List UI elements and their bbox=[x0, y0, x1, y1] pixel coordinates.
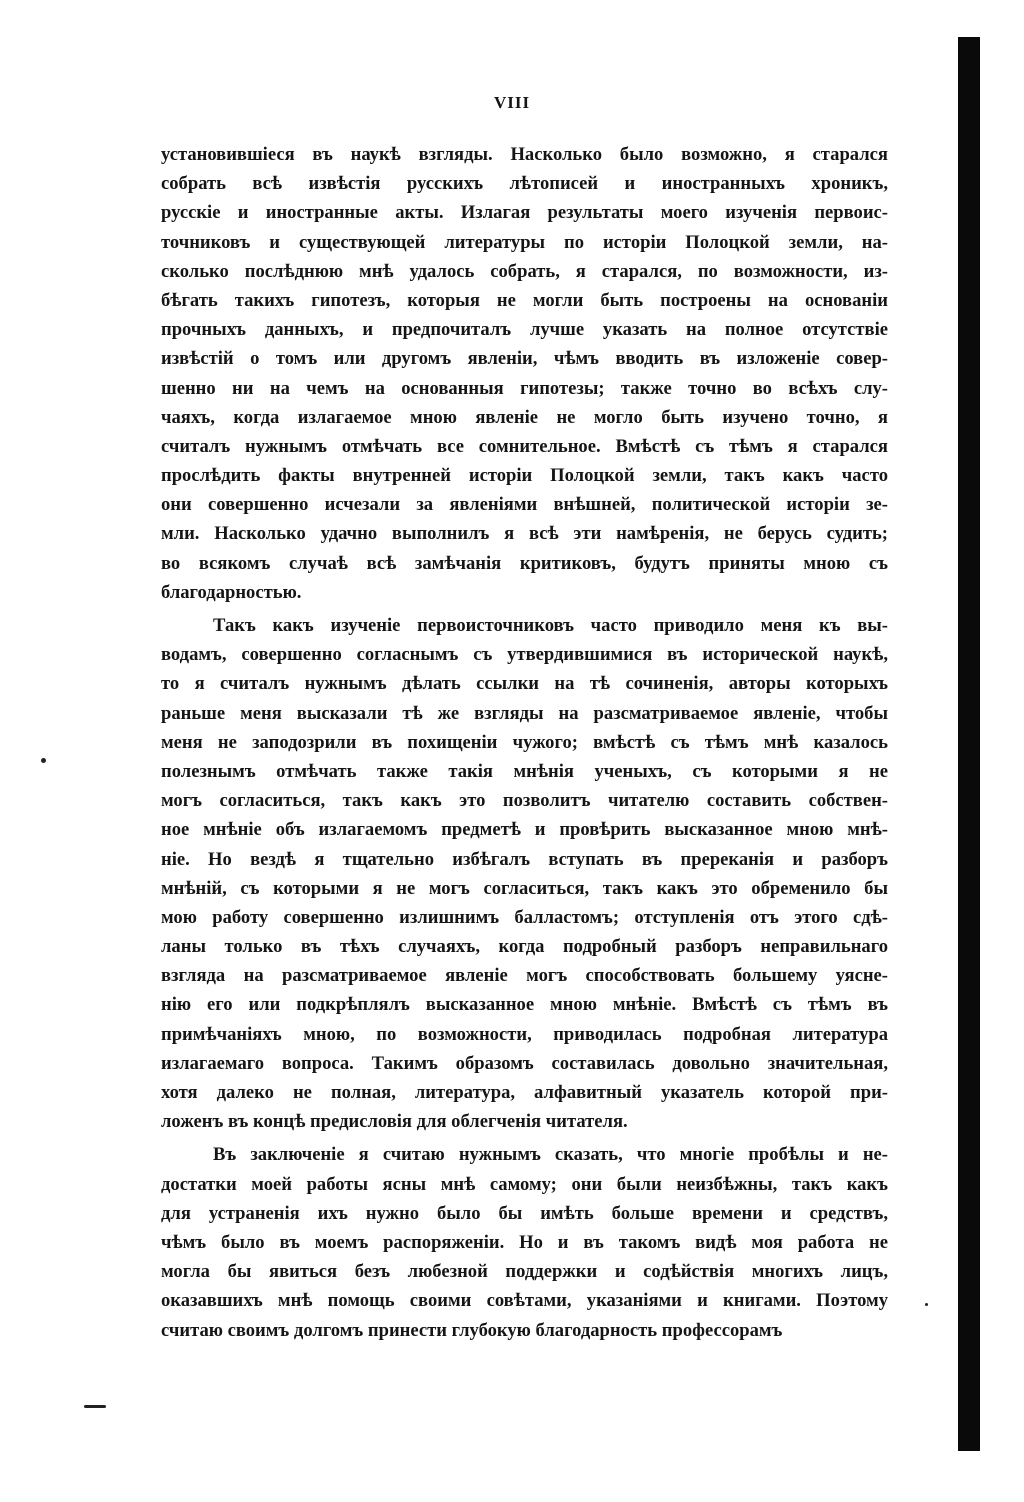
text-line: хотя далеко не полная, литература, алфавитный указатель которой при- bbox=[161, 1082, 888, 1103]
text-line: мнѣній, съ которыми я не могъ согласиться, такъ какъ это обременило бы bbox=[161, 877, 888, 899]
text-line: взгляда на разсматриваемое явленіе могъ способствовать большему уясне- bbox=[161, 965, 888, 987]
text-line: для устраненія ихъ нужно было бы имѣть больше времени и средствъ, bbox=[161, 1202, 888, 1224]
scan-speck bbox=[41, 758, 46, 763]
text-line: водамъ, совершенно согласнымъ съ утвердившимися въ исторической наукѣ, bbox=[161, 644, 888, 666]
text-line: излагаемаго вопроса. Такимъ образомъ составилась довольно значительная, bbox=[161, 1052, 888, 1074]
text-line: могъ согласиться, такъ какъ это позволитъ читателю составить собствен- bbox=[161, 790, 888, 812]
text-line: меня не заподозрили въ похищеніи чужого; вмѣстѣ съ тѣмъ мнѣ казалось bbox=[161, 731, 888, 753]
text-line: считалъ нужнымъ отмѣчать все сомнительное. Вмѣстѣ съ тѣмъ я старался bbox=[161, 435, 888, 457]
text-line: собрать всѣ извѣстія русскихъ лѣтописей и иностранныхъ хроникъ, bbox=[161, 173, 888, 195]
text-line: бѣгать такихъ гипотезъ, которыя не могли быть построены на основаніи bbox=[161, 289, 888, 311]
text-line: полезнымъ отмѣчать также такія мнѣнія ученыхъ, съ которыми я не bbox=[161, 760, 888, 782]
text-line: установившіеся въ наукѣ взгляды. Насколько было возможно, я старался bbox=[161, 144, 888, 165]
text-line: могла бы явиться безъ любезной поддержки и содѣйствія многихъ лицъ, bbox=[161, 1261, 888, 1283]
body-text bbox=[161, 140, 888, 1345]
text-line: чаяхъ, когда излагаемое мною явленіе не могло быть изучено точно, я bbox=[161, 406, 888, 428]
text-line: извѣстій о томъ или другомъ явленіи, чѣмъ вводить въ изложеніе совер- bbox=[161, 348, 888, 370]
text-line: точниковъ и существующей литературы по исторіи Полоцкой земли, на- bbox=[161, 231, 888, 253]
text-line: достатки моей работы ясны мнѣ самому; они были неизбѣжны, такъ какъ bbox=[161, 1173, 888, 1195]
text-line: сколько послѣднюю мнѣ удалось собрать, я старался, по возможности, из- bbox=[161, 260, 888, 282]
text-line: то я считалъ нужнымъ дѣлать ссылки на тѣ сочиненія, авторы которыхъ bbox=[161, 673, 888, 695]
paragraph bbox=[161, 611, 888, 1136]
text-line: во всякомъ случаѣ всѣ замѣчанія критиковъ, будутъ приняты мною съ bbox=[161, 552, 888, 574]
paragraph bbox=[161, 1140, 888, 1344]
text-line: Такъ какъ изученіе первоисточниковъ часто приводило меня къ вы- bbox=[213, 615, 888, 636]
page-number: VIII bbox=[493, 93, 531, 112]
scan-speck bbox=[925, 1303, 928, 1306]
scan-speck bbox=[84, 1405, 106, 1408]
text-line: они совершенно исчезали за явленіями внѣшней, политической исторіи зе- bbox=[161, 494, 888, 516]
paragraph bbox=[161, 140, 888, 607]
text-line: раньше меня высказали тѣ же взгляды на разсматриваемое явленіе, чтобы bbox=[161, 702, 888, 724]
text-line: ложенъ въ концѣ предисловія для облегченія читателя. bbox=[161, 1111, 628, 1133]
text-line: прочныхъ данныхъ, и предпочиталъ лучше указать на полное отсутствіе bbox=[161, 319, 888, 341]
text-line: благодарностью. bbox=[161, 581, 302, 603]
text-line: русскіе и иностранные акты. Излагая результаты моего изученія первоис- bbox=[161, 202, 888, 224]
text-line: ніе. Но вездѣ я тщательно избѣгалъ вступать въ пререканія и разборъ bbox=[161, 848, 888, 870]
text-line: считаю своимъ долгомъ принести глубокую благодарность профессорамъ bbox=[161, 1319, 783, 1341]
text-line: мою работу совершенно излишнимъ балластомъ; отступленія отъ этого сдѣ- bbox=[161, 906, 888, 928]
text-line: примѣчаніяхъ мною, по возможности, приводилась подробная литература bbox=[161, 1023, 888, 1045]
scan-binding-edge bbox=[958, 37, 980, 1451]
text-line: прослѣдить факты внутренней исторіи Полоцкой земли, такъ какъ часто bbox=[161, 465, 888, 487]
text-line: чѣмъ было въ моемъ распоряженіи. Но и въ такомъ видѣ моя работа не bbox=[161, 1231, 888, 1253]
text-line: Въ заключеніе я считаю нужнымъ сказать, что многіе пробѣлы и не- bbox=[213, 1144, 888, 1166]
text-line: оказавшихъ мнѣ помощь своими совѣтами, указаніями и книгами. Поэтому bbox=[161, 1290, 888, 1312]
text-line: шенно ни на чемъ на основанныя гипотезы; также точно во всѣхъ слу- bbox=[161, 377, 888, 399]
text-line: нію его или подкрѣплялъ высказанное мною мнѣніе. Вмѣстѣ съ тѣмъ въ bbox=[161, 994, 888, 1016]
text-line: мли. Насколько удачно выполнилъ я всѣ эти намѣренія, не берусь судить; bbox=[161, 523, 888, 545]
text-line: ланы только въ тѣхъ случаяхъ, когда подробный разборъ неправильнаго bbox=[161, 936, 888, 958]
text-line: ное мнѣніе объ излагаемомъ предметѣ и провѣрить высказанное мною мнѣ- bbox=[161, 819, 888, 841]
